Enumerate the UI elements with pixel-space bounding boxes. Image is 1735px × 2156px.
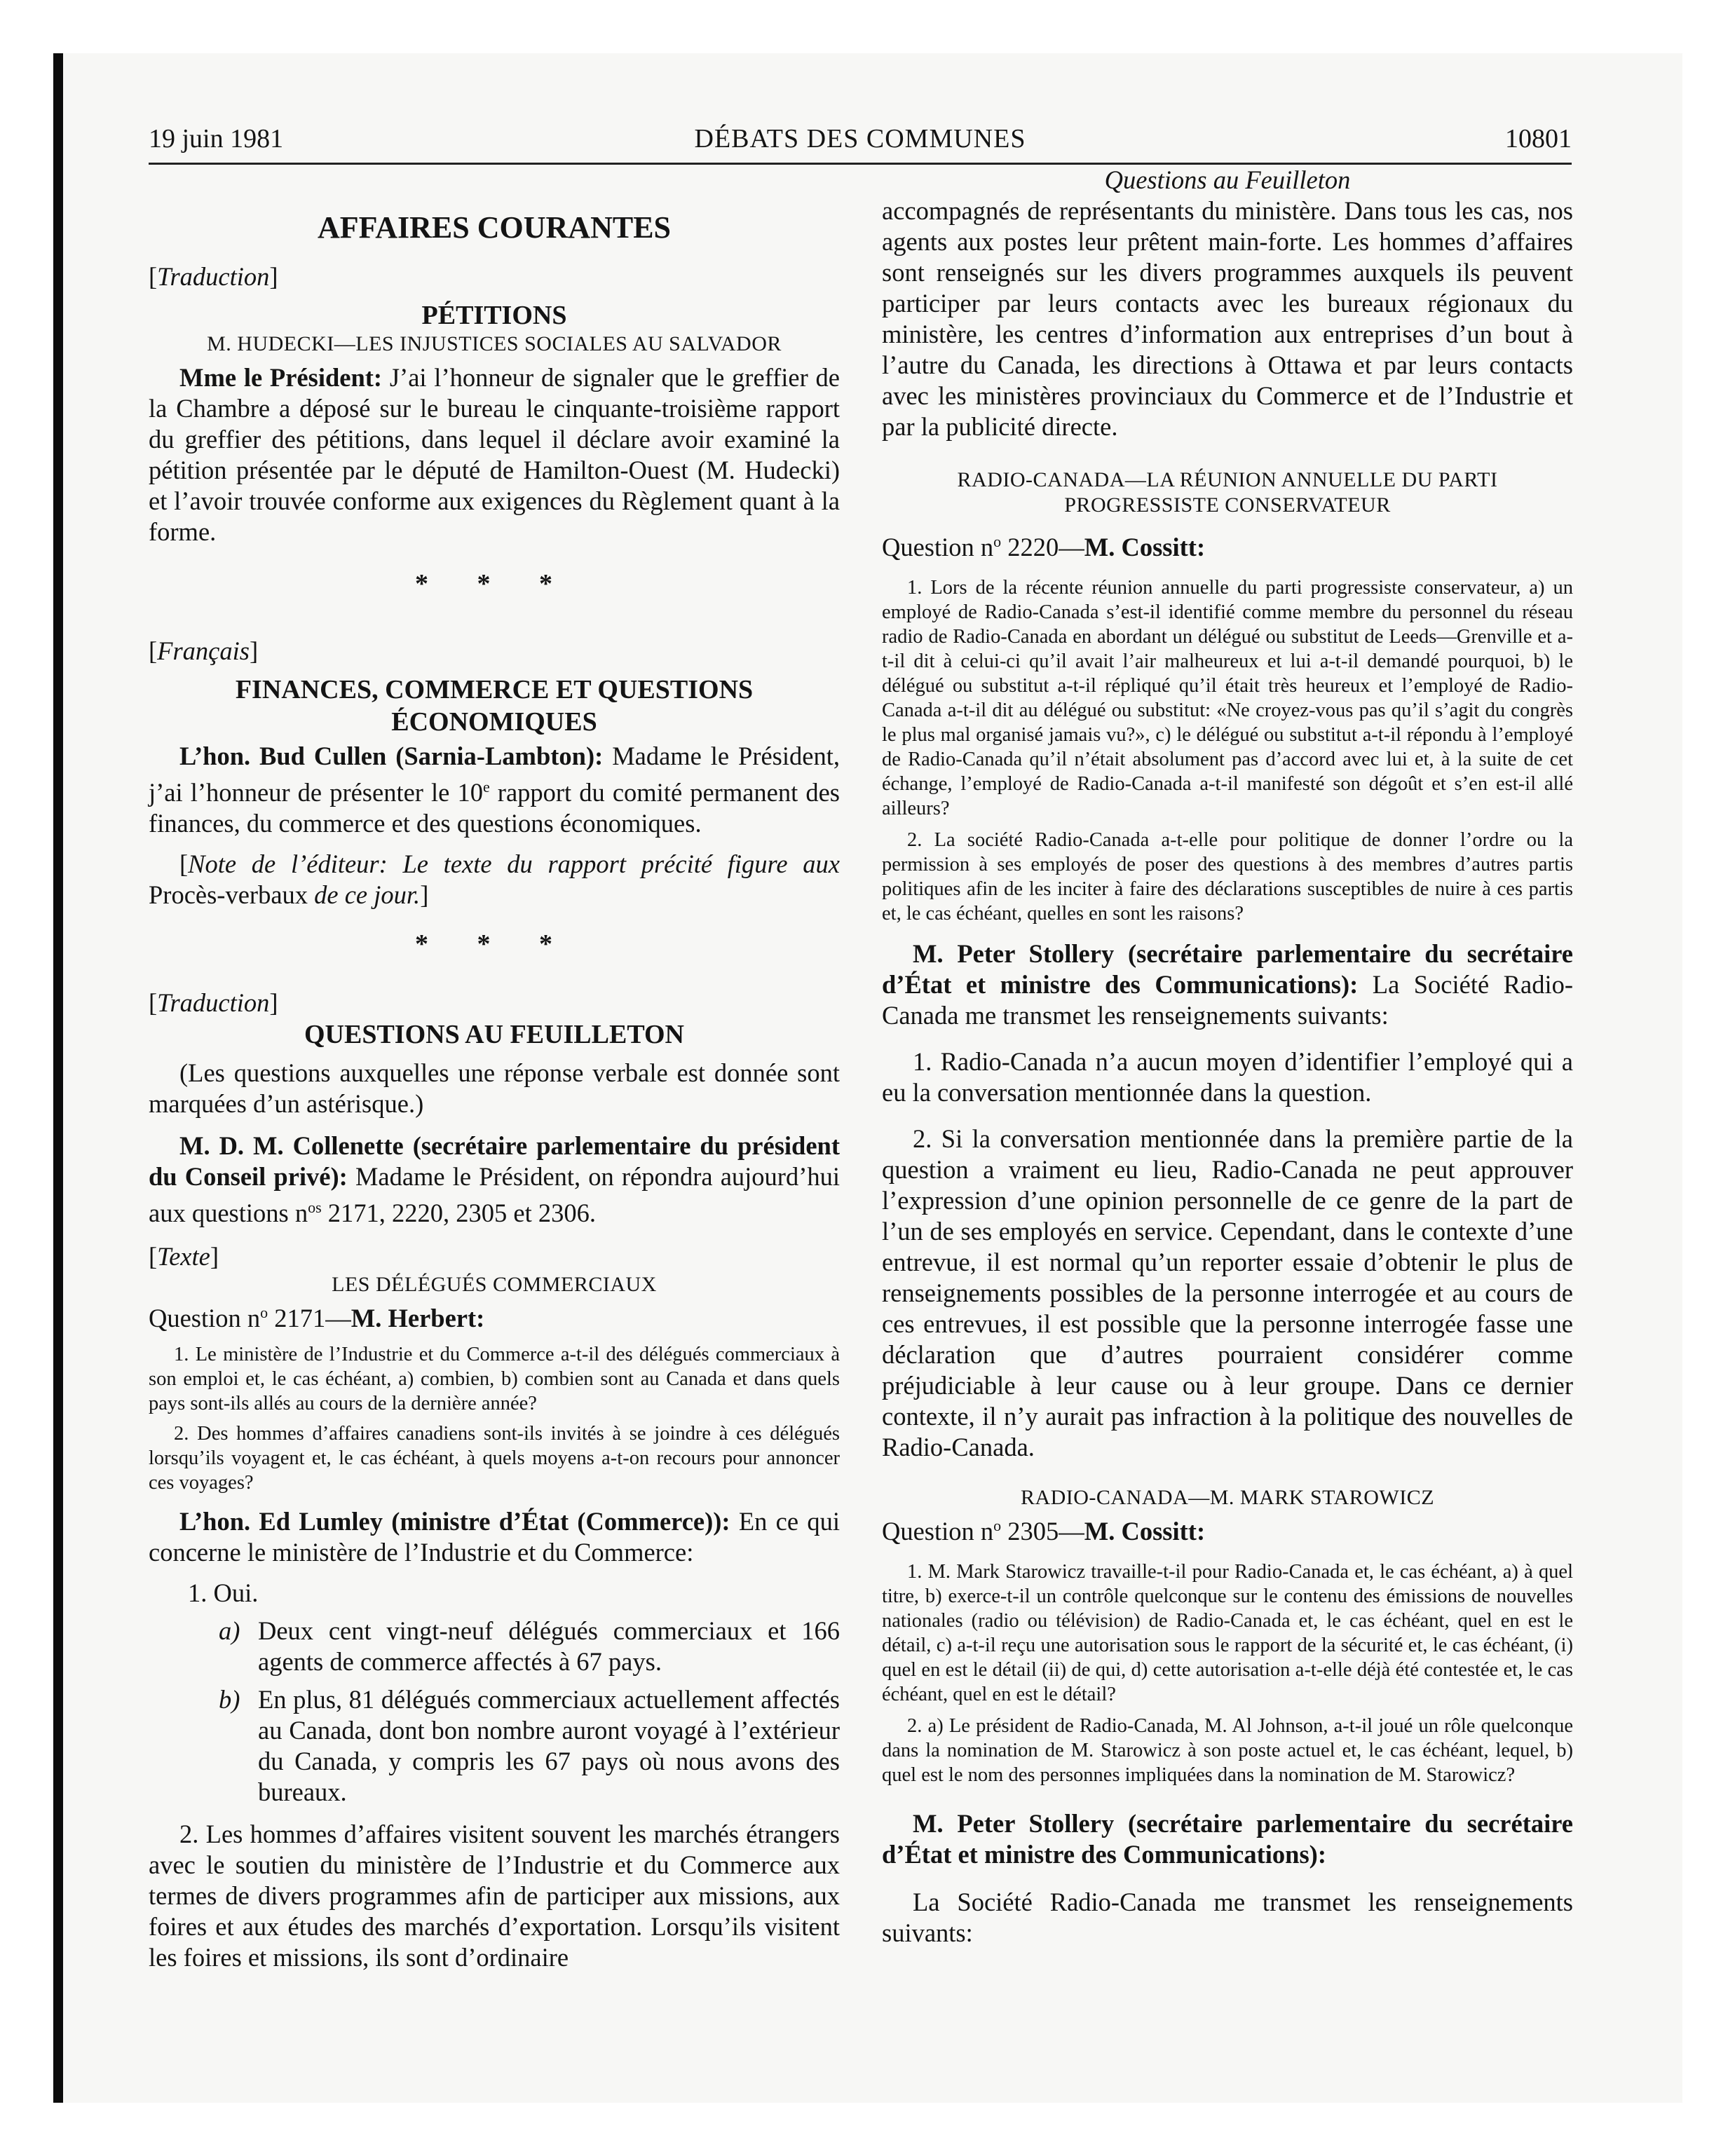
tag-traduction: [Traduction] <box>149 988 278 1018</box>
stollery-paragraph-1: M. Peter Stollery (secrétaire parlementaire du secrétaire d’État et ministre des Communications): La Société Radio-Canada me transmet les renseignements suivants: <box>882 939 1573 1030</box>
stollery-answer-2: 2. Si la conversation mentionnée dans la première partie de la question a vraiment eu lieu, Radio-Canada ne peut approuver l’expression d’une opinion personnelle de ce genre de la part de l’un de ses employés en service. Cependant, dans le contexte d’une entrevue, il est normal qu’un reporter essaie d’obtenir le plus de renseignements possibles de la personne interrogée et au cours de ces entrevues, il est possible que la personne interrogée fasse une déclaration que d’autres pourraient considérer comme préjudiciable à leur cause ou à leur groupe. Dans ce dernier contexte, il n’y aurait pas infraction à la politique des nouvelles de Radio-Canada. <box>882 1124 1573 1462</box>
answer-1a: a) Deux cent vingt-neuf délégués commerciaux et 166 agents de commerce affectés à 67 pays. <box>219 1616 840 1677</box>
question-2305-part1: 1. M. Mark Starowicz travaille-t-il pour Radio-Canada et, le cas échéant, a) à quel titre, b) exerce-t-il un contrôle quelconque sur le contenu des émissions de nouvelles nationales (radio ou télévision) de Radio-Canada et, le cas échéant, quel en est le détail, c) a-t-il reçu une autorisation sous le rapport de la sécurité et, le cas échéant, (i) quel en est le détail (ii) de qui, d) cette autorisation a-t-elle déjà été contestée et, le cas échéant, quel en est le détail? <box>882 1561 1573 1706</box>
right-column <box>882 165 1573 1949</box>
speaker-name: M. Peter Stollery (secrétaire parlementaire du secrétaire d’État et ministre des Communications): <box>882 939 1573 999</box>
page-number: 10801 <box>1505 124 1572 153</box>
question-2220: Question $n^o$ 2220—M. Cossitt: <box>882 533 1206 562</box>
tag-texte: [Texte] <box>149 1242 219 1271</box>
question-2220-part1: 1. Lors de la récente réunion annuelle du parti progressiste conservateur, a) un employé de Radio-Canada s’est-il identifié comme membre du personnel du réseau radio de Radio-Canada en abordant un délégué ou substitut de Leeds—Grenville et a-t-il dit à celui-ci qu’il avait l’air malheureux et lui a-t-il demandé pourquoi, b) le délégué ou substitut a-t-il répliqué qu’il était très heureux et l’employé de Radio-Canada a-t-il dit au délégué ou substitut: «Ne croyez-vous pas qu’il s’agit du congrès le plus mal organisé jamais vu?», c) le délégué ou substitut a-t-il répondu à l’employé de Radio-Canada qu’il n’était absolument pas d’accord avec lui et, à la suite de cet échange, l’employé de Radio-Canada a-t-il manifesté son dégoût et s’en est-il allé ailleurs? <box>882 577 1573 820</box>
lumley-paragraph: L’hon. Ed Lumley (ministre d’État (Commerce)): En ce qui concerne le ministère de l’Industrie et du Commerce: <box>149 1507 840 1567</box>
editor-note: [Note de l’éditeur: Le texte du rapport précité figure aux Procès-verbaux de ce jour.] <box>149 850 840 910</box>
answer-1: 1. Oui. <box>188 1578 259 1608</box>
starowicz-heading: RADIO-CANADA—M. MARK STAROWICZ <box>1020 1486 1435 1510</box>
answer-2: 2. Les hommes d’affaires visitent souvent les marchés étrangers avec le soutien du ministère de l’Industrie et du Commerce aux termes de divers programmes afin de participer aux missions, aux foires et aux études des marchés d’exportation. Lorsqu’ils visitent les foires et missions, ils sont d’ordinaire <box>149 1820 840 1972</box>
section-heading-finances-line2: ÉCONOMIQUES <box>391 707 597 737</box>
section-heading-affaires: AFFAIRES COURANTES <box>317 210 672 245</box>
running-head: Questions au Feuilleton <box>1104 165 1351 194</box>
section-separator: * * * <box>415 929 573 960</box>
petition-subheading: M. HUDECKI—LES INJUSTICES SOCIALES AU SALVADOR <box>207 332 782 355</box>
answer-1b: b) En plus, 81 délégués commerciaux actuellement affectés au Canada, dont bon nombre auront voyagé à l’extérieur du Canada, y compris les 67 pays où nous avons des bureaux. <box>219 1685 840 1807</box>
speaker-name: Mme le Président: <box>179 363 383 392</box>
tag-francais: [Français] <box>149 636 259 665</box>
rc-heading-line2: PROGRESSISTE CONSERVATEUR <box>1064 493 1391 517</box>
section-separator: * * * <box>415 569 573 599</box>
stollery-answer-1: 1. Radio-Canada n’a aucun moyen d’identifier l’employé qui a eu la conversation mentionnée dans la question. <box>882 1047 1573 1107</box>
header-date: 19 juin 1981 <box>149 124 284 153</box>
section-heading-finances: FINANCES, COMMERCE ET QUESTIONS <box>235 675 754 704</box>
question-2171: Question $n^o$ 2171—M. Herbert: <box>149 1304 485 1333</box>
page-header <box>149 119 1572 163</box>
document-page <box>149 119 1573 1972</box>
cullen-paragraph: L’hon. Bud Cullen (Sarnia-Lambton): Madame le Président, j’ai l’honneur de présenter le 10e rapport du comité permanent des finances, du commerce et des questions économiques. <box>149 742 840 838</box>
rc-heading: RADIO-CANADA—LA RÉUNION ANNUELLE DU PARTI <box>957 468 1498 491</box>
question-2305-part2: 2. a) Le président de Radio-Canada, M. Al Johnson, a-t-il joué un rôle quelconque dans la nomination de M. Starowicz à son poste actuel et, le cas échéant, lequel, b) quel est le nom des personnes impliquées dans la nomination de M. Starowicz? <box>882 1715 1573 1787</box>
scan-border <box>53 53 63 2103</box>
header-title: DÉBATS DES COMMUNES <box>694 124 1026 153</box>
collenette-paragraph: M. D. M. Collenette (secrétaire parlementaire du président du Conseil privé): Madame le Président, on répondra aujourd’hui aux questions $n^{os}$ 2171, 2220, 2305 et 2306. <box>149 1131 840 1228</box>
stollery-text-2: La Société Radio-Canada me transmet les renseignements suivants: <box>882 1888 1573 1948</box>
left-column <box>149 165 840 1973</box>
question-2220-part2: 2. La société Radio-Canada a-t-elle pour politique de donner l’ordre ou la permission à ses employés de poser des questions à des membres d’autres partis politiques afin de les inciter à faire des déclarations susceptibles de nuire à ces partis et, le cas échéant, quelles en sont les raisons? <box>882 829 1573 925</box>
question-2171-part1: 1. Le ministère de l’Industrie et du Commerce a-t-il des délégués commerciaux à son emploi et, le cas échéant, a) combien, b) combien sont au Canada et dans quels pays sont-ils allés au cours de la dernière année? <box>149 1344 840 1415</box>
speaker-name: L’hon. Bud Cullen (Sarnia-Lambton): <box>179 742 604 770</box>
tag-traduction: [Traduction] <box>149 262 278 291</box>
speaker-name: M. D. M. Collenette (secrétaire parlementaire du président du Conseil privé): <box>149 1131 840 1192</box>
section-heading-petitions: PÉTITIONS <box>421 301 567 330</box>
continuation-paragraph: accompagnés de représentants du ministère. Dans tous les cas, nos agents aux postes leur prêtent main-forte. Les hommes d’affaires sont renseignés sur les divers programmes auxquels ils peuvent participer par leurs contacts avec les bureaux régionaux du ministère, les centres d’information aux entreprises d’un bout à l’autre du Canada, les directions à Ottawa et par leurs contacts avec les ministères provinciaux du Commerce et de l’Industrie et par la publicité directe. <box>882 196 1573 441</box>
questions-intro: (Les questions auxquelles une réponse verbale est donnée sont marquées d’un astérisque.) <box>149 1058 840 1119</box>
petition-paragraph: Mme le Président: J’ai l’honneur de signaler que le greffier de la Chambre a déposé sur le bureau le cinquante-troisième rapport du greffier des pétitions, dans lequel il déclare avoir examiné la pétition présentée par le député de Hamilton-Ouest (M. Hudecki) et l’avoir trouvée conforme aux exigences du Règlement quant à la forme. <box>149 363 840 546</box>
delegues-heading: LES DÉLÉGUÉS COMMERCIAUX <box>332 1273 657 1297</box>
stollery-paragraph-2 <box>882 1808 1573 1870</box>
speaker-name: L’hon. Ed Lumley (ministre d’État (Commerce)): <box>179 1507 730 1536</box>
question-2171-part2: 2. Des hommes d’affaires canadiens sont-ils invités à se joindre à ces délégués lorsqu’ils voyagent et, le cas échéant, à quels moyens a-t-on recours pour annoncer ces voyages? <box>149 1423 840 1494</box>
question-2305: Question $n^o$ 2305—M. Cossitt: <box>882 1517 1206 1546</box>
speaker-name: M. Peter Stollery (secrétaire parlementaire du secrétaire d’État et ministre des Communications): <box>882 1809 1573 1869</box>
section-heading-questions: QUESTIONS AU FEUILLETON <box>304 1020 685 1050</box>
